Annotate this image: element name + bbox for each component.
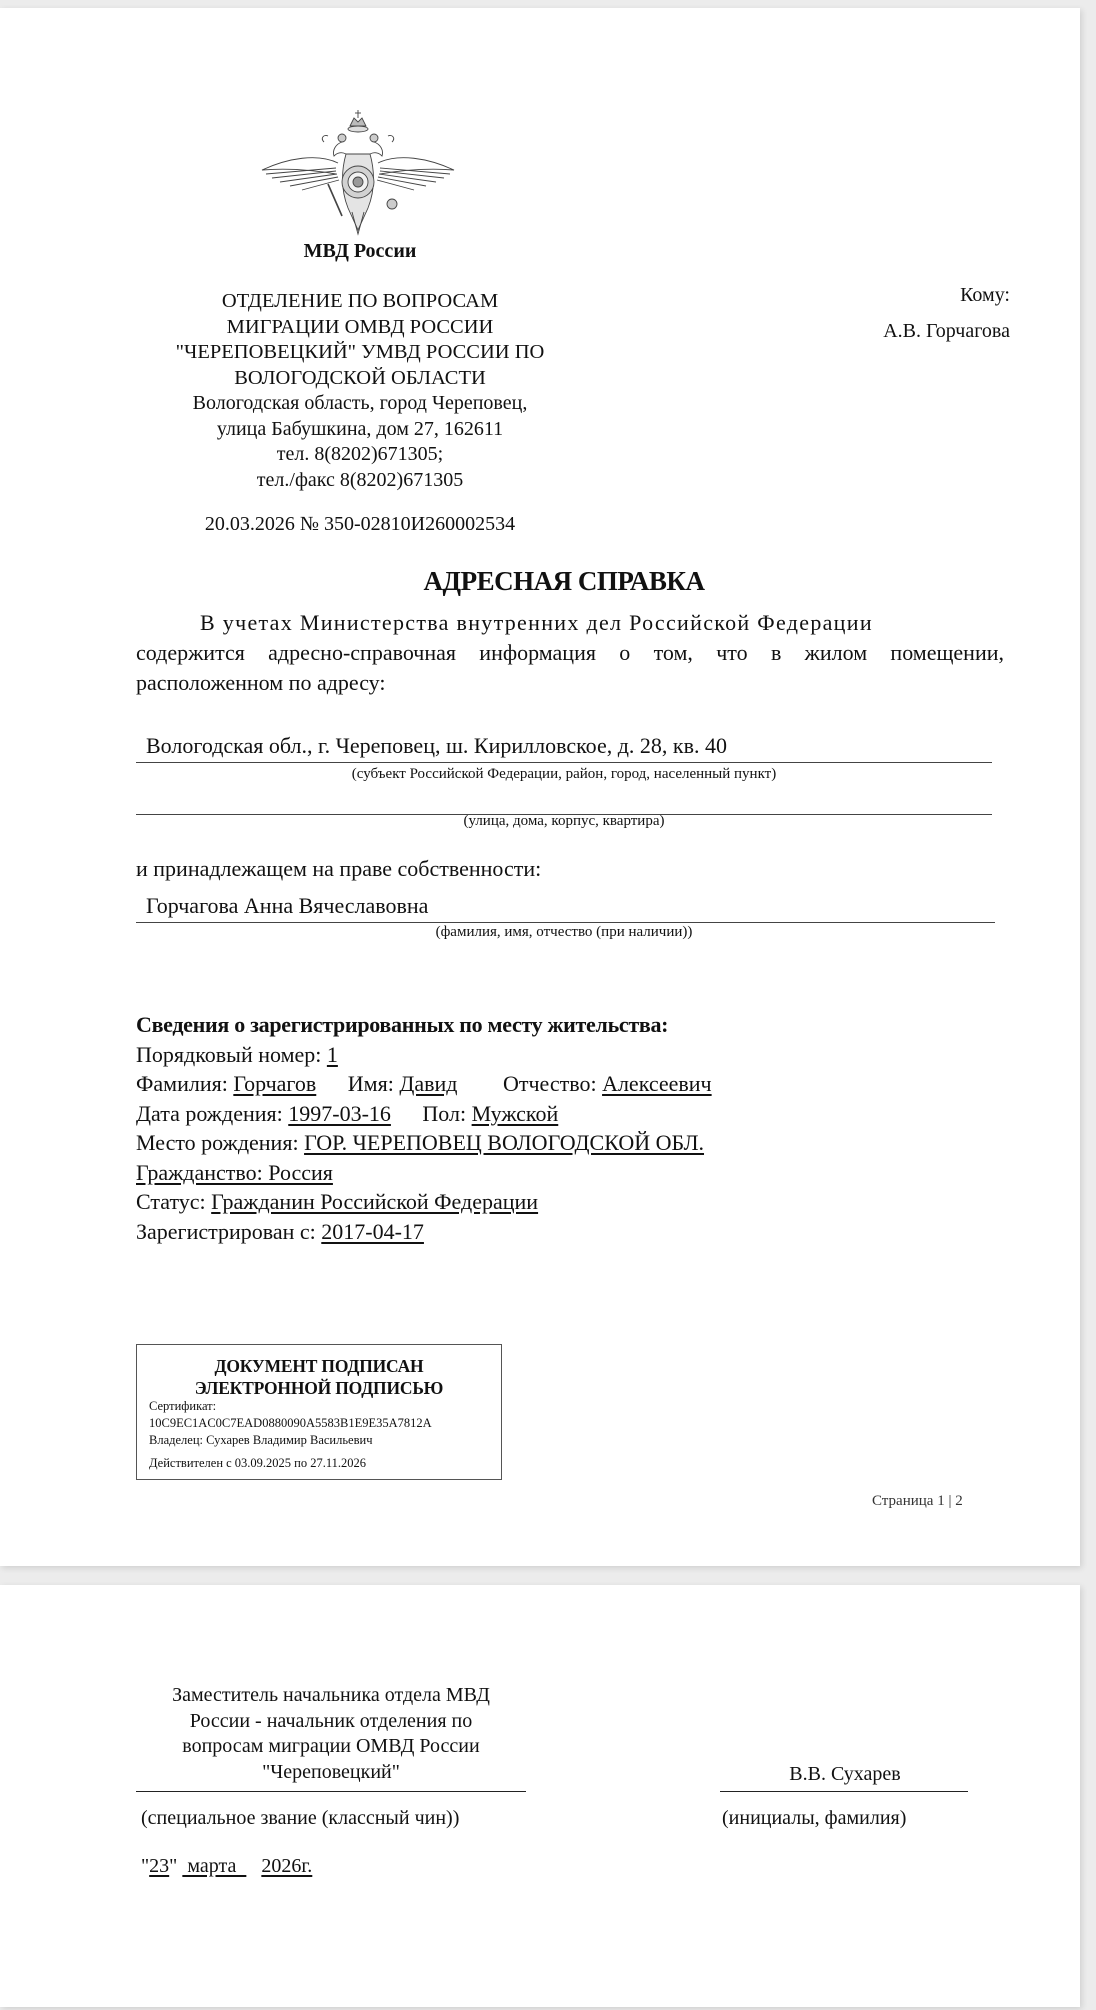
mvd-emblem-icon — [258, 108, 458, 238]
position-line: "Череповецкий" — [262, 1760, 400, 1783]
rank-hint: (специальное звание (классный чин)) — [141, 1807, 460, 1829]
certificate-label: Сертификат: — [149, 1399, 217, 1413]
dob-value: 1997-03-16 — [288, 1100, 391, 1126]
stamp-title-line: ЭЛЕКТРОННОЙ ПОДПИСЬЮ — [194, 1378, 444, 1398]
row-full-name — [136, 1069, 712, 1099]
row-registered-since — [136, 1217, 712, 1247]
intro-first-line: В учетах Министерства внутренних дел Российской Федерации — [200, 610, 873, 635]
agency-name: МВД России — [303, 240, 417, 262]
position-line: вопросам миграции ОМВД России — [182, 1735, 480, 1757]
certificate-value: 10C9EC1AC0C7EAD0880090A5583B1E9E35A7812A — [149, 1416, 432, 1430]
department-line: "ЧЕРЕПОВЕЦКИЙ" УМВД РОССИИ ПО — [175, 341, 545, 363]
label: Имя: — [347, 1071, 394, 1096]
label: Зарегистрирован с: — [136, 1218, 316, 1244]
address-hint: (субъект Российской Федерации, район, город, населенный пункт) — [351, 766, 777, 782]
label: Дата рождения: — [136, 1100, 283, 1126]
department-line: ОТДЕЛЕНИЕ ПО ВОПРОСАМ — [221, 290, 499, 312]
fax-line: тел./факс 8(8202)671305 — [256, 468, 464, 491]
address-underline — [136, 762, 992, 763]
owner-value: Горчагова Анна Вячеславовна — [146, 893, 429, 918]
address-value: Вологодская обл., г. Череповец, ш. Кирилловское, д. 28, кв. 40 — [146, 733, 727, 758]
address-line: Вологодская область, город Череповец, — [192, 392, 528, 414]
document-page-1 — [0, 8, 1080, 1566]
label: Статус: — [136, 1189, 206, 1214]
page-indicator: Страница 1 | 2 — [872, 1493, 963, 1509]
label: Место рождения: — [136, 1130, 299, 1155]
document-title: АДРЕСНАЯ СПРАВКА — [423, 566, 705, 596]
department-name — [150, 289, 570, 391]
row-status — [136, 1187, 712, 1217]
label: Порядковый номер: — [136, 1041, 322, 1067]
signature-date — [141, 1855, 312, 1878]
owner-underline — [136, 922, 995, 923]
citizenship-value: Гражданство: Россия — [136, 1159, 333, 1185]
label: Фамилия: — [136, 1071, 228, 1096]
street-hint: (улица, дома, корпус, квартира) — [463, 813, 665, 829]
date-year: 2026г. — [261, 1855, 313, 1877]
ordinal-number-value: 1 — [326, 1041, 338, 1067]
certificate-owner: Владелец: Сухарев Владимир Васильевич — [149, 1433, 373, 1447]
ownership-label: и принадлежащем на праве собственности: — [136, 856, 542, 881]
status-value: Гражданин Российской Федерации — [211, 1189, 539, 1214]
signer-name: В.В. Сухарев — [789, 1763, 901, 1785]
patronymic-value: Алексеевич — [602, 1071, 712, 1096]
stamp-title-line: ДОКУМЕНТ ПОДПИСАН — [214, 1356, 424, 1376]
sex-value: Мужской — [471, 1100, 559, 1126]
position-line: Заместитель начальника отдела МВД — [172, 1684, 490, 1706]
intro-rest: содержится адресно-справочная информация о том, что в жилом помещении, расположенном по адресу: — [136, 640, 1004, 695]
electronic-signature-stamp — [136, 1344, 502, 1480]
registered-persons-section — [136, 1010, 712, 1246]
row-birthplace — [136, 1128, 712, 1158]
date-day: 23 — [149, 1855, 170, 1877]
registered-since-value: 2017-04-17 — [321, 1218, 424, 1244]
department-address — [150, 391, 570, 493]
owner-hint: (фамилия, имя, отчество (при наличии)) — [435, 924, 693, 940]
birthplace-value: ГОР. ЧЕРЕПОВЕЦ ВОЛОГОДСКОЙ ОБЛ. — [304, 1130, 705, 1155]
row-ordinal-number — [136, 1040, 712, 1070]
department-line: МИГРАЦИИ ОМВД РОССИИ — [226, 315, 494, 338]
row-dob-sex — [136, 1099, 712, 1129]
phone-line: тел. 8(8202)671305; — [276, 443, 444, 465]
label: Отчество: — [502, 1071, 597, 1096]
recipient-label: Кому: — [960, 284, 1010, 306]
surname-value: Горчагов — [233, 1071, 317, 1096]
certificate-validity: Действителен с 03.09.2025 по 27.11.2026 — [149, 1456, 367, 1470]
registered-heading: Сведения о зарегистрированных по месту жительства: — [136, 1012, 669, 1037]
position-underline — [136, 1791, 526, 1792]
intro-paragraph — [136, 608, 1004, 698]
row-citizenship — [136, 1158, 712, 1188]
document-date-number: 20.03.2026 № 350-02810И260002534 — [204, 513, 516, 535]
document-page-2 — [0, 1585, 1080, 2007]
address-line: улица Бабушкина, дом 27, 162611 — [216, 417, 504, 440]
quote: " — [141, 1855, 150, 1877]
date-month: марта — [182, 1855, 247, 1877]
signer-name-underline — [720, 1791, 968, 1792]
first-name-value: Давид — [399, 1071, 458, 1096]
quote: " — [169, 1855, 178, 1877]
department-line: ВОЛОГОДСКОЙ ОБЛАСТИ — [234, 366, 486, 389]
stamp-title — [137, 1355, 501, 1399]
recipient-name: А.В. Горчагова — [883, 320, 1010, 342]
position-line: России - начальник отделения по — [189, 1709, 473, 1732]
signer-position — [136, 1683, 526, 1785]
initials-hint: (инициалы, фамилия) — [722, 1807, 907, 1829]
label: Пол: — [422, 1100, 467, 1126]
